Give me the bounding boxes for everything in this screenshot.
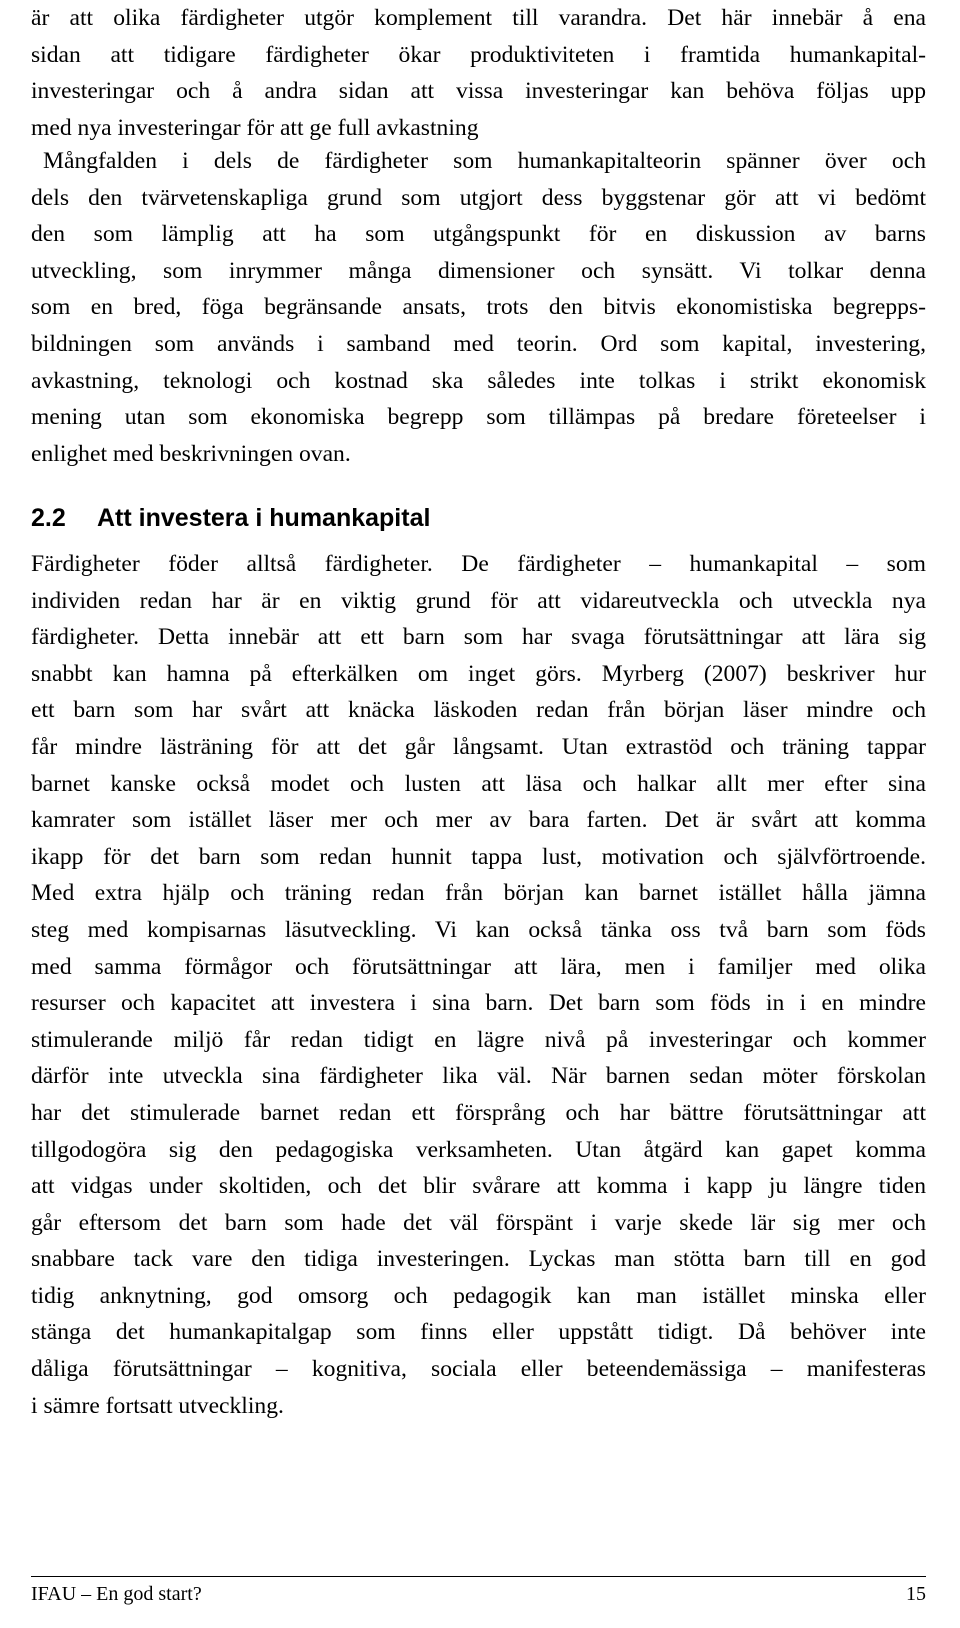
section-heading bbox=[31, 501, 430, 535]
text-line: utveckling, som inrymmer många dimensioner och synsätt. Vi tolkar denna bbox=[31, 257, 926, 284]
section-title: Att investera i humankapital bbox=[97, 504, 431, 532]
body-paragraph-1 bbox=[31, 0, 926, 146]
text-line: har det stimulerade barnet redan ett försprång och har bättre förutsättningar att bbox=[31, 1099, 926, 1126]
text-line: Färdigheter föder alltså färdigheter. De färdigheter – humankapital – som bbox=[31, 551, 926, 577]
text-line: kamrater som istället läser mer och mer av bara farten. Det är svårt att komma bbox=[31, 807, 926, 834]
text-line: att vidgas under skoltiden, och det blir svårare att komma i kapp ju längre tiden bbox=[31, 1173, 926, 1200]
text-line: steg med kompisarnas läsutveckling. Vi kan också tänka oss två barn som föds bbox=[31, 916, 926, 943]
text-line: ett barn som har svårt att knäcka läskoden redan från början läser mindre och bbox=[31, 697, 926, 724]
text-line: tillgodogöra sig den pedagogiska verksamheten. Utan åtgärd kan gapet komma bbox=[31, 1136, 926, 1163]
body-paragraph-2 bbox=[31, 143, 926, 472]
text-line: stänga det humankapitalgap som finns eller uppstått tidigt. Då behöver inte bbox=[31, 1319, 926, 1346]
text-line: i sämre fortsatt utveckling. bbox=[31, 1392, 284, 1419]
text-line: ikapp för det barn som redan hunnit tappa lust, motivation och självförtroende. bbox=[31, 843, 926, 870]
text-line: som en bred, föga begränsande ansats, trots den bitvis ekonomistiska begrepps- bbox=[31, 294, 926, 321]
text-line: barnet kanske också modet och lusten att läsa och halkar allt mer efter sina bbox=[31, 770, 926, 797]
text-line: sidan att tidigare färdigheter ökar produktiviteten i framtida humankapital- bbox=[31, 41, 926, 68]
text-line: investeringar och å andra sidan att vissa investeringar kan behöva följas upp bbox=[31, 78, 926, 105]
text-line: mening utan som ekonomiska begrepp som tillämpas på bredare företeelser i bbox=[31, 404, 926, 431]
text-line: går eftersom det barn som hade det väl förspänt i varje skede lär sig mer och bbox=[31, 1209, 926, 1236]
footer-divider bbox=[31, 1576, 926, 1577]
text-line: snabbare tack vare den tidiga investeringen. Lyckas man stötta barn till en god bbox=[31, 1246, 926, 1273]
text-line: Med extra hjälp och träning redan från början kan barnet istället hålla jämna bbox=[31, 880, 926, 907]
text-line: därför inte utveckla sina färdigheter lika väl. När barnen sedan möter förskolan bbox=[31, 1063, 926, 1090]
text-line: dåliga förutsättningar – kognitiva, sociala eller beteendemässiga – manifesteras bbox=[31, 1356, 926, 1383]
text-line: med samma förmågor och förutsättningar att lära, men i familjer med olika bbox=[31, 953, 926, 980]
text-line: individen redan har är en viktig grund för att vidareutveckla och utveckla nya bbox=[31, 587, 926, 614]
text-line: färdigheter. Detta innebär att ett barn som har svaga förutsättningar att lära sig bbox=[31, 624, 926, 651]
text-line: snabbt kan hamna på efterkälken om inget görs. Myrberg (2007) beskriver hur bbox=[31, 660, 926, 687]
text-line: bildningen som används i samband med teorin. Ord som kapital, investering, bbox=[31, 330, 926, 357]
footer-running-title: IFAU – En god start? bbox=[31, 1583, 202, 1605]
text-line: avkastning, teknologi och kostnad ska således inte tolkas i strikt ekonomisk bbox=[31, 367, 926, 394]
text-line: får mindre lästräning för att det går långsamt. Utan extrastöd och träning tappar bbox=[31, 733, 926, 760]
text-line: dels den tvärvetenskapliga grund som utgjort dess byggstenar gör att vi bedömt bbox=[31, 184, 926, 211]
text-line: Mångfalden i dels de färdigheter som humankapitalteorin spänner över och bbox=[43, 148, 926, 174]
section-number: 2.2 bbox=[31, 504, 66, 532]
body-paragraph-3 bbox=[31, 546, 926, 1424]
page-number: 15 bbox=[906, 1583, 926, 1605]
text-line: med nya investeringar för att ge full avkastning bbox=[31, 114, 479, 141]
text-line: tidig anknytning, god omsorg och pedagogik kan man istället minska eller bbox=[31, 1282, 926, 1309]
text-line: enlighet med beskrivningen ovan. bbox=[31, 440, 351, 467]
text-line: stimulerande miljö får redan tidigt en lägre nivå på investeringar och kommer bbox=[31, 1026, 926, 1053]
text-line: är att olika färdigheter utgör komplement till varandra. Det här innebär å ena bbox=[31, 5, 926, 31]
text-line: resurser och kapacitet att investera i sina barn. Det barn som föds in i en mindre bbox=[31, 990, 926, 1017]
text-line: den som lämplig att ha som utgångspunkt för en diskussion av barns bbox=[31, 221, 926, 248]
